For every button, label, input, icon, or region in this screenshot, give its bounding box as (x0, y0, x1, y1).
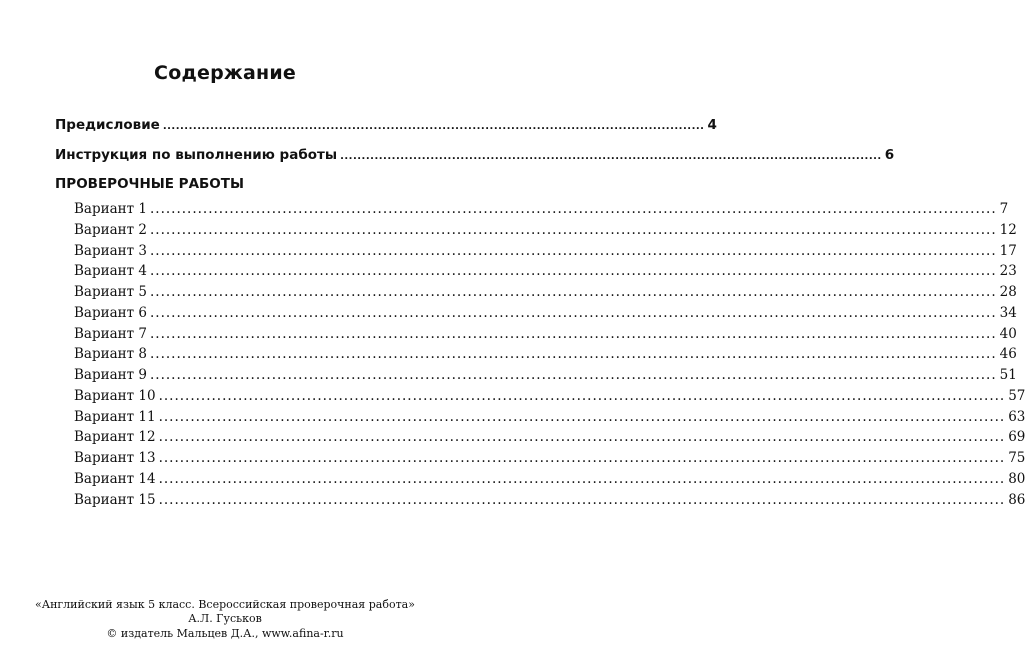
toc-entry-page: 46 (999, 346, 1017, 363)
toc-entry-page: 23 (999, 263, 1017, 280)
dot-leader: ................................................................................................................................................................ (158, 470, 1006, 487)
dot-leader: ................................................................................................................................................................ (150, 263, 997, 280)
dot-leader: ................................................................................................................................................................ (158, 491, 1006, 508)
toc-entry-label: Вариант 5 (74, 284, 148, 300)
toc-entry-variant[interactable] (74, 387, 1025, 404)
toc-entry-variant[interactable] (74, 346, 1017, 363)
dot-leader: ................................................................................................................................................................ (150, 242, 997, 259)
footer-copyright: © издатель Мальцев Д.А., www.afina-r.ru (106, 627, 344, 640)
dot-leader: ................................................................................................................................................................ (150, 201, 997, 217)
toc-entry-label: Вариант 2 (74, 221, 148, 238)
toc-entry-label: Вариант 8 (74, 346, 148, 363)
toc-entry-variant[interactable] (74, 429, 1025, 446)
toc-entry-label: Вариант 10 (74, 387, 156, 404)
toc-entry-label: Вариант 11 (74, 408, 156, 425)
section-heading: ПРОВЕРОЧНЫЕ РАБОТЫ (55, 176, 244, 192)
toc-entry-page: 17 (999, 242, 1017, 259)
toc-entry-variant[interactable] (74, 263, 1017, 280)
toc-entry-variant[interactable] (74, 450, 1025, 466)
toc-entry-page: 6 (884, 147, 895, 163)
dot-leader: ................................................................................................................................................................ (150, 284, 997, 300)
toc-entry-page: 80 (1008, 470, 1025, 487)
dot-leader: ................................................................................................................................................................ (150, 221, 997, 238)
toc-entry-variant[interactable] (74, 221, 1017, 238)
toc-entry-label: Вариант 6 (74, 304, 148, 321)
toc-entry-variant[interactable] (74, 325, 1017, 342)
toc-entry-preface[interactable] (55, 117, 717, 133)
toc-entry-variant[interactable] (74, 304, 1017, 321)
dot-leader: .............................................................................................................................. (162, 121, 705, 132)
toc-entry-page: 40 (999, 325, 1017, 342)
toc-entry-variant[interactable] (74, 201, 1009, 217)
footer-book-title: «Английский язык 5 класс. Всероссийская проверочная работа» (35, 598, 415, 611)
toc-entry-page: 34 (999, 304, 1017, 321)
toc-entry-label: Вариант 14 (74, 470, 156, 487)
toc-entry-label: Инструкция по выполнению работы (55, 147, 338, 163)
toc-entry-variant[interactable] (74, 491, 1025, 508)
dot-leader: ................................................................................................................................................................ (150, 367, 997, 383)
toc-entry-page: 12 (999, 221, 1017, 238)
toc-entry-page: 4 (707, 117, 717, 133)
toc-entry-variant[interactable] (74, 367, 1017, 383)
toc-entry-page: 63 (1008, 408, 1025, 425)
dot-leader: ................................................................................................................................................................ (158, 408, 1006, 425)
toc-entry-label: Предисловие (55, 117, 160, 133)
toc-entry-page: 28 (999, 284, 1017, 300)
toc-entry-page: 75 (1008, 450, 1025, 466)
dot-leader: .............................................................................................................................. (340, 151, 882, 162)
toc-entry-page: 86 (1008, 491, 1025, 508)
toc-entry-label: Вариант 12 (74, 429, 156, 446)
toc-entry-label: Вариант 13 (74, 450, 156, 466)
dot-leader: ................................................................................................................................................................ (158, 450, 1006, 466)
toc-entry-page: 7 (999, 201, 1009, 217)
toc-entry-label: Вариант 3 (74, 242, 148, 259)
toc-entry-variant[interactable] (74, 408, 1025, 425)
page-title: Содержание (154, 62, 296, 84)
toc-entry-label: Вариант 1 (74, 201, 148, 217)
toc-entry-instructions[interactable] (55, 147, 895, 163)
dot-leader: ................................................................................................................................................................ (158, 429, 1006, 446)
toc-entry-page: 69 (1008, 429, 1025, 446)
footer-author: А.Л. Гуськов (188, 612, 262, 625)
dot-leader: ................................................................................................................................................................ (158, 387, 1006, 404)
toc-entry-page: 57 (1008, 387, 1025, 404)
dot-leader: ................................................................................................................................................................ (150, 325, 997, 342)
toc-entry-label: Вариант 15 (74, 491, 156, 508)
dot-leader: ................................................................................................................................................................ (150, 346, 997, 363)
toc-entry-label: Вариант 9 (74, 367, 148, 383)
toc-entry-label: Вариант 4 (74, 263, 148, 280)
toc-entry-variant[interactable] (74, 242, 1017, 259)
dot-leader: ................................................................................................................................................................ (150, 304, 997, 321)
toc-entry-label: Вариант 7 (74, 325, 148, 342)
toc-entry-variant[interactable] (74, 470, 1025, 487)
toc-entry-variant[interactable] (74, 284, 1017, 300)
toc-entry-page: 51 (999, 367, 1017, 383)
